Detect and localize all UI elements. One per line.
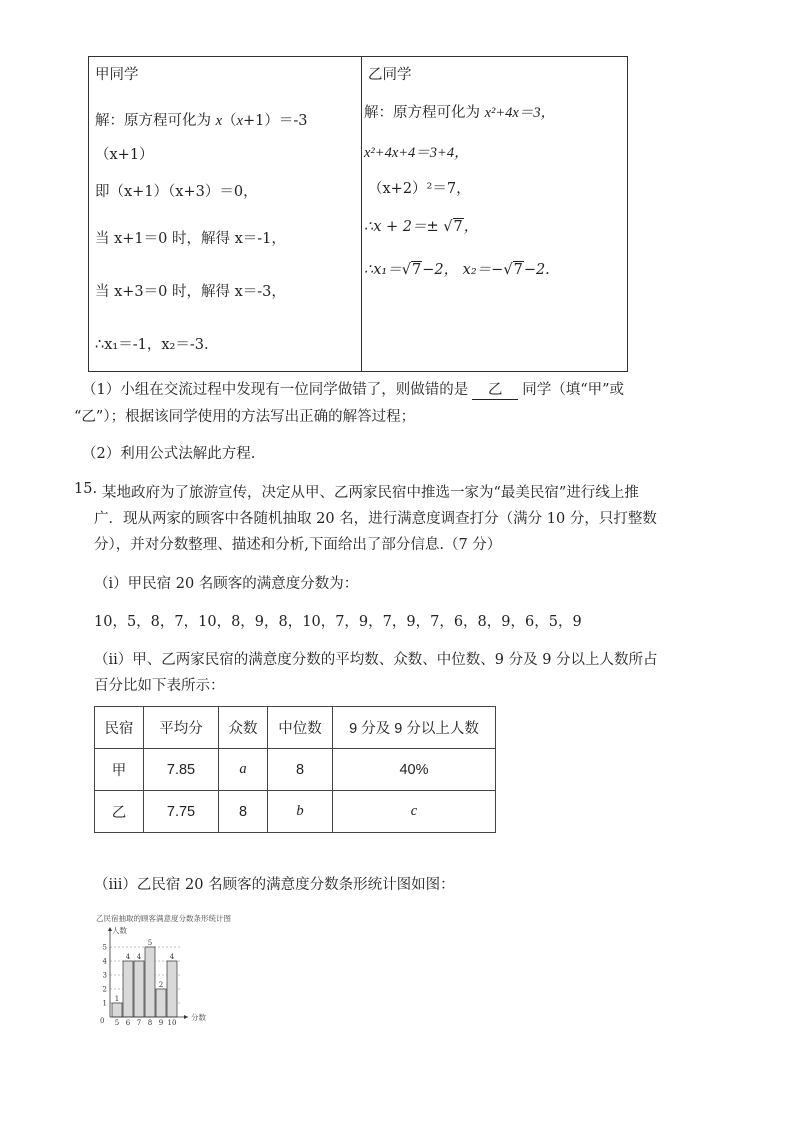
question-15-line-1: 某地政府为了旅游宣传，决定从甲、乙两家民宿中推选一家为“最美民宿”进行线上推 — [102, 485, 639, 501]
yi-step-1-eq: x²+4x＝3， — [484, 105, 556, 121]
jia-step-2: 即（x+1）（x+3）＝0， — [95, 184, 258, 200]
header-cell: 9 分及 9 分以上人数 — [333, 707, 496, 749]
question-1-line-2: “乙”）；根据该同学使用的方法写出正确的解答过程； — [74, 409, 416, 425]
table-cell: 7.85 — [144, 749, 219, 791]
yi-step-1-pre: 解：原方程可化为 — [364, 105, 485, 121]
y-tick-label: 3 — [102, 971, 107, 980]
y-tick-label: 1 — [102, 999, 107, 1008]
bar-value-label: 2 — [158, 981, 164, 989]
part-ii-line-2: 百分比如下表所示： — [94, 678, 225, 694]
table-row — [95, 749, 496, 791]
student-jia-header: 甲同学 — [95, 67, 139, 83]
radicand: 7 — [453, 219, 463, 235]
student-yi-column — [364, 57, 626, 371]
sqrt-symbol: √7 — [443, 219, 463, 235]
x-tick-label: 9 — [158, 1019, 164, 1027]
yi-step-4-pre: ∴x + 2＝± — [364, 219, 444, 235]
yi-conclusion — [364, 258, 550, 279]
origin-label: 0 — [100, 1017, 105, 1025]
x-tick-label: 10 — [167, 1019, 177, 1027]
header-cell: 众数 — [219, 707, 268, 749]
table-cell: b — [268, 791, 333, 833]
question-15-line-2: 广．现从两家的顾客中各随机抽取 20 名，进行满意度调查打分（满分 10 分，只打整数 — [94, 511, 657, 527]
x-tick-label: 6 — [125, 1019, 131, 1027]
yi-conclusion-post: −2. — [523, 262, 550, 278]
table-cell: 8 — [219, 791, 268, 833]
part-ii-line-1: （ⅱ）甲、乙两家民宿的满意度分数的平均数、众数、中位数、9 分及 9 分以上人数所占 — [94, 652, 658, 668]
table-cell: 乙 — [95, 791, 144, 833]
yi-step-4 — [364, 215, 478, 236]
table-cell: 7.75 — [144, 791, 219, 833]
bar-value-label: 5 — [147, 939, 153, 947]
jia-var-x: x — [215, 113, 223, 129]
table-row — [95, 791, 496, 833]
table-cell: c — [333, 791, 496, 833]
bar — [123, 961, 133, 1017]
bar — [145, 947, 155, 1017]
question-2: （2）利用公式法解此方程. — [82, 446, 256, 462]
table-cell: 8 — [268, 749, 333, 791]
part-iii-label: （ⅲ）乙民宿 20 名顾客的满意度分数条形统计图如图： — [94, 877, 455, 893]
table-divider — [361, 57, 362, 371]
sqrt-symbol: √7 — [401, 262, 422, 278]
yi-step-2: x²+4x+4＝3+4， — [364, 145, 469, 161]
header-cell: 中位数 — [268, 707, 333, 749]
table-cell: 甲 — [95, 749, 144, 791]
part-i-label: （ⅰ）甲民宿 20 名顾客的满意度分数为： — [94, 576, 359, 592]
header-cell: 平均分 — [144, 707, 219, 749]
jia-step-1 — [95, 109, 307, 130]
table-header-row — [95, 707, 496, 749]
question-15-number: 15. — [74, 481, 98, 497]
question-1-text-end: 同学（填“甲”或 — [522, 382, 625, 398]
yi-step-3: （x+2）²＝7， — [368, 181, 471, 197]
jia-paren: （ — [222, 113, 237, 129]
y-tick-label: 2 — [102, 985, 107, 994]
statistics-table — [94, 706, 496, 833]
answer-blank: 乙 — [472, 378, 518, 400]
question-1-text: （1）小组在交流过程中发现有一位同学做错了，则做错的是 — [82, 382, 469, 398]
bar-chart — [90, 912, 290, 1028]
yi-conclusion-mid: −2， x₂＝− — [422, 262, 504, 278]
y-tick-label: 5 — [102, 943, 107, 952]
header-cell: 民宿 — [95, 707, 144, 749]
jia-conclusion: ∴x₁＝-1，x₂＝-3. — [95, 337, 209, 353]
table-cell: a — [219, 749, 268, 791]
jia-step-1-post: +1）＝-3 — [242, 113, 308, 129]
bar-value-label: 4 — [125, 953, 131, 961]
student-yi-header: 乙同学 — [368, 67, 412, 83]
table-cell: 40% — [333, 749, 496, 791]
jia-step-1-cont: （x+1） — [95, 147, 154, 163]
bar — [156, 989, 166, 1017]
jia-var-x2: x — [236, 113, 243, 129]
bar-value-label: 4 — [169, 953, 175, 961]
y-axis-label: 人数 — [112, 926, 127, 935]
part-i-scores: 10，5，8，7，10，8，9，8，10，7，9，7，9，7，6，8，9，6，5，9 — [94, 614, 582, 630]
radicand: 7 — [513, 262, 523, 278]
x-tick-label: 5 — [114, 1019, 120, 1027]
bar — [112, 1003, 122, 1017]
sqrt-symbol: √7 — [503, 262, 523, 278]
x-tick-label: 7 — [136, 1019, 142, 1027]
student-jia-column — [95, 57, 357, 371]
jia-step-1-pre: 解：原方程可化为 — [95, 113, 216, 129]
yi-conclusion-pre: ∴x₁＝ — [364, 262, 402, 278]
bar-value-label: 4 — [136, 953, 142, 961]
radicand: 7 — [411, 262, 422, 278]
question-15-line-3: 分），并对分数整理、描述和分析,下面给出了部分信息.（7 分） — [94, 537, 502, 553]
question-1 — [82, 378, 624, 400]
bar-value-label: 1 — [114, 995, 120, 1003]
y-tick-label: 4 — [102, 957, 107, 966]
jia-step-3: 当 x+1＝0 时，解得 x＝-1， — [95, 231, 286, 247]
jia-step-4: 当 x+3＝0 时，解得 x＝-3， — [95, 284, 286, 300]
x-tick-label: 8 — [147, 1019, 153, 1027]
x-axis-arrow — [184, 1015, 188, 1019]
bar — [134, 961, 144, 1017]
yi-step-4-post: ， — [463, 219, 479, 235]
chart-title: 乙民宿抽取的顾客满意度分数条形统计图 — [96, 914, 231, 923]
solution-comparison-table — [88, 56, 628, 372]
yi-step-1 — [364, 101, 555, 122]
bar — [167, 961, 177, 1017]
x-axis-label: 分数 — [191, 1013, 206, 1022]
